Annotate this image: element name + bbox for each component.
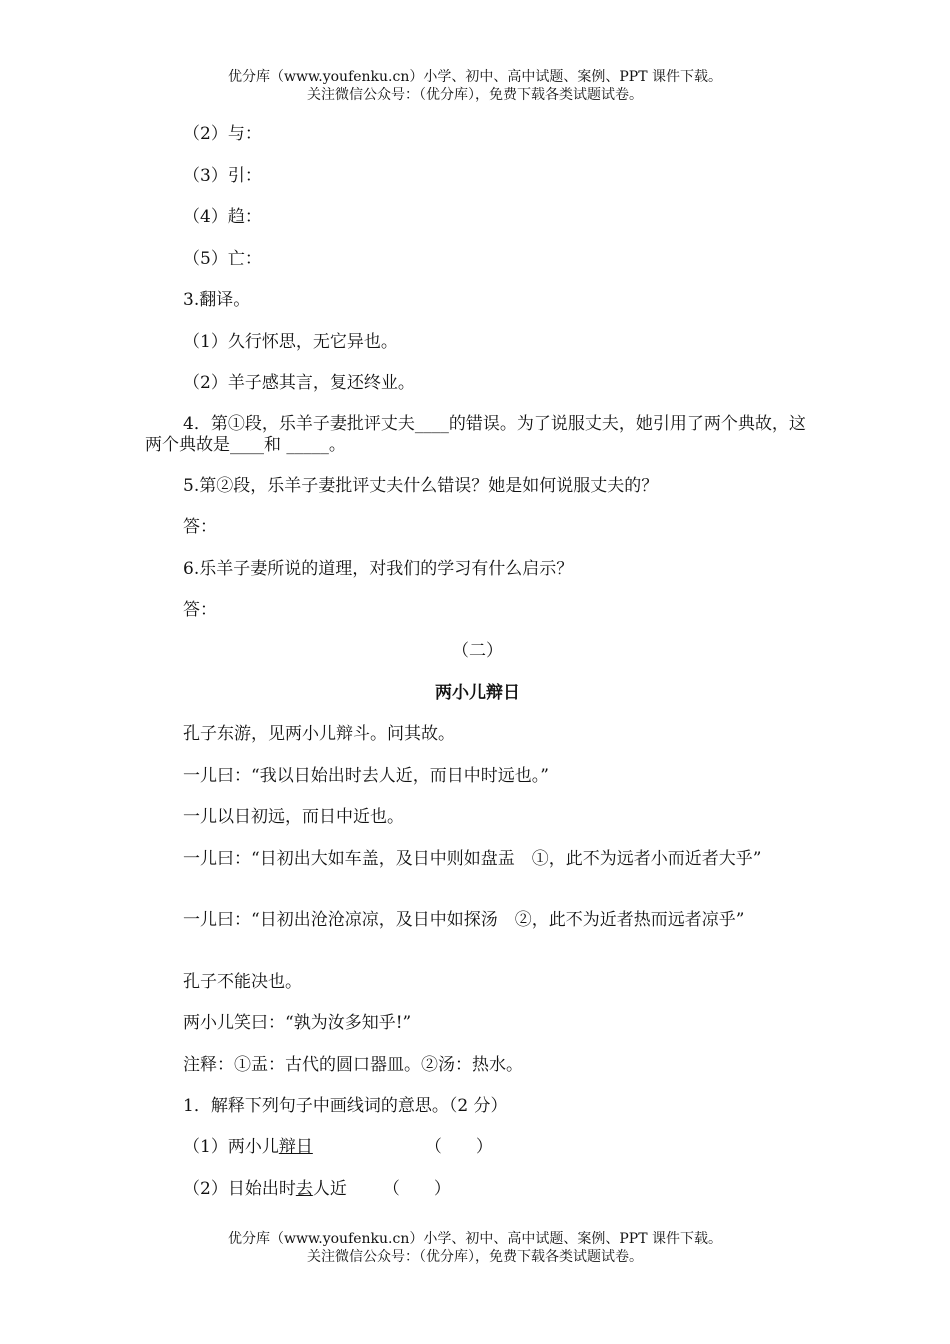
passage-p3: 一儿以日初远，而日中近也。: [183, 807, 404, 827]
passage-p2: 一儿曰：“我以日始出时去人近，而日中时远也。”: [183, 766, 549, 786]
item-2-answer-paren: （ ）: [382, 1179, 451, 1199]
q5-answer: 答：: [183, 517, 217, 537]
q2-item-5: （5）亡：: [183, 249, 262, 269]
q2-item-2: （2）与：: [183, 124, 262, 144]
passage-p1: 孔子东游，见两小儿辩斗。问其故。: [183, 724, 455, 744]
question-1-item-2: [183, 1179, 810, 1200]
page-footer: [0, 1230, 950, 1266]
footer-line-2: 关注微信公众号：（优分库），免费下载各类试题试卷。: [307, 1249, 643, 1265]
q6-answer: 答：: [183, 600, 217, 620]
passage-p7: 两小儿笑曰：“孰为汝多知乎!”: [183, 1013, 412, 1033]
passage-p5: 一儿曰：“日初出沧沧凉凉，及日中如探汤 ②，此不为近者热而远者凉乎”: [183, 910, 745, 930]
item-2-prefix: （2）日始出时: [183, 1179, 296, 1199]
question-1-title: 1．解释下列句子中画线词的意思。（2 分）: [183, 1096, 508, 1116]
q5-text: 5.第②段，乐羊子妻批评丈夫什么错误？她是如何说服丈夫的？: [183, 476, 659, 496]
passage-p6: 孔子不能决也。: [183, 972, 302, 992]
item-2-underlined-word: 去: [295, 1179, 313, 1199]
q2-item-4: （4）趋：: [183, 207, 262, 227]
item-1-underlined-word: 辩日: [278, 1137, 313, 1157]
question-1-item-1: [183, 1137, 810, 1158]
passage-p4: 一儿曰：“日初出大如车盖，及日中则如盘盂 ①，此不为远者小而近者大乎”: [183, 849, 762, 869]
q3-item-2: （2）羊子感其言，复还终业。: [183, 373, 415, 393]
footer-line-1: 优分库（www.youfenku.cn）小学、初中、高中试题、案例、PPT 课件下载。: [227, 1231, 722, 1247]
q6-text: 6.乐羊子妻所说的道理，对我们的学习有什么启示？: [183, 559, 574, 579]
item-1-prefix: （1）两小儿: [183, 1137, 279, 1157]
section-label: （二）: [452, 641, 503, 661]
header-line-2: 关注微信公众号：（优分库），免费下载各类试题试卷。: [307, 87, 643, 103]
passage-note: 注释：①盂：古代的圆口器皿。②汤：热水。: [183, 1055, 523, 1075]
passage-title: 两小儿辩日: [435, 683, 520, 703]
q3-title: 3.翻译。: [183, 290, 251, 310]
q4-text: 4．第①段，乐羊子妻批评丈夫____的错误。为了说服丈夫，她引用了两个典故，这两个典故是____和 _____。: [145, 414, 806, 455]
item-2-suffix: 人近: [312, 1179, 347, 1199]
item-1-answer-paren: （ ）: [424, 1137, 493, 1157]
header-line-1: 优分库（www.youfenku.cn）小学、初中、高中试题、案例、PPT 课件下载。: [227, 69, 722, 85]
q2-item-3: （3）引：: [183, 166, 262, 186]
page-header: [0, 68, 950, 104]
q3-item-1: （1）久行怀思，无它异也。: [183, 332, 398, 352]
